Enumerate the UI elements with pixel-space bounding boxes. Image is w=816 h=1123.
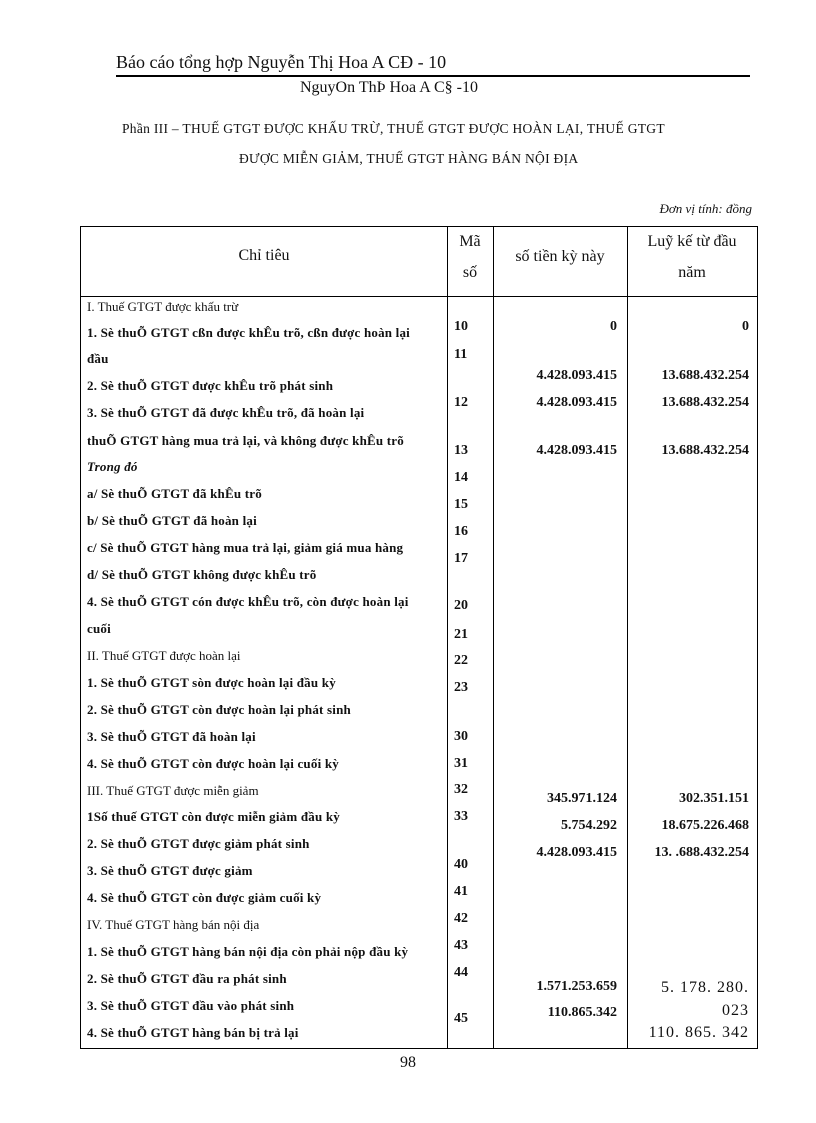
code-cell: 12: [454, 395, 468, 410]
code-cell: 43: [454, 938, 468, 953]
ytd-amount: 18.675.226.468: [661, 818, 749, 833]
indicator-label: 2. Sè thuÕ GTGT được giảm phát sinh: [87, 836, 310, 851]
header-ytd-line2: năm: [678, 264, 706, 281]
code-cell: 20: [454, 598, 468, 613]
ytd-amount: 302.351.151: [679, 791, 749, 806]
code-cell: 44: [454, 965, 468, 980]
code-cell: 13: [454, 443, 468, 458]
code-cell: 11: [454, 347, 468, 362]
tax-table: [80, 226, 758, 1049]
header-indicator: Chỉ tiêu: [238, 247, 290, 264]
indicator-label: 2. Sè thuÕ GTGT được khÊu trõ phát sinh: [87, 378, 334, 393]
indicator-label: a/ Sè thuÕ GTGT đã khÊu trõ: [87, 486, 262, 501]
indicator-label: Trong đó: [87, 459, 138, 474]
header-ytd-line1: Luỹ kế từ đầu: [647, 233, 737, 250]
code-cell: 40: [454, 857, 468, 872]
header-code-line1: Mã: [459, 233, 481, 250]
indicator-label: 3. Sè thuÕ GTGT đầu vào phát sinh: [87, 998, 295, 1013]
header-divider: [81, 296, 757, 297]
section-label: I. Thuế GTGT được khấu trừ: [87, 299, 239, 314]
code-cell: 22: [454, 653, 468, 668]
unit-note: Đơn vị tính: đồng: [659, 201, 752, 216]
ytd-amount: 13.688.432.254: [661, 395, 749, 410]
header-code-line2: số: [462, 264, 478, 281]
indicator-label: thuÕ GTGT hàng mua trả lại, và không được khÊu trõ: [87, 433, 404, 448]
current-amount: 1.571.253.659: [536, 979, 617, 994]
ytd-amount: 023: [722, 1002, 749, 1019]
document-subheader: NguyOn ThÞ Hoa A C§ -10: [300, 79, 478, 96]
code-cell: 31: [454, 756, 468, 771]
indicator-label: 3. Sè thuÕ GTGT đã được khÊu trõ, đã hoàn lại: [87, 405, 365, 420]
indicator-label: 1. Sè thuÕ GTGT sòn được hoàn lại đầu kỳ: [87, 675, 336, 690]
ytd-amount: 13.688.432.254: [661, 443, 749, 458]
code-cell: 16: [454, 524, 468, 539]
column-divider: [493, 227, 494, 1048]
ytd-amount: 13. .688.432.254: [654, 845, 749, 860]
current-amount: 345.971.124: [547, 791, 617, 806]
code-cell: 14: [454, 470, 468, 485]
indicator-label: 3. Sè thuÕ GTGT được giảm: [87, 863, 253, 878]
indicator-label: 2. Sè thuÕ GTGT đầu ra phát sinh: [87, 971, 287, 986]
code-cell: 32: [454, 782, 468, 797]
code-cell: 23: [454, 680, 468, 695]
current-amount: 0: [610, 319, 617, 334]
code-cell: 21: [454, 627, 468, 642]
code-cell: 17: [454, 551, 468, 566]
code-cell: 41: [454, 884, 468, 899]
current-amount: 4.428.093.415: [536, 845, 617, 860]
current-amount: 4.428.093.415: [536, 368, 617, 383]
ytd-amount: 0: [742, 319, 749, 334]
indicator-label: d/ Sè thuÕ GTGT không được khÊu trõ: [87, 567, 317, 582]
column-divider: [627, 227, 628, 1048]
code-cell: 15: [454, 497, 468, 512]
current-amount: 4.428.093.415: [536, 395, 617, 410]
indicator-label: 1Số thuế GTGT còn được miễn giảm đầu kỳ: [87, 809, 340, 824]
code-cell: 30: [454, 729, 468, 744]
indicator-label: 4. Sè thuÕ GTGT cón được khÊu trõ, còn được hoàn lại: [87, 594, 409, 609]
current-amount: 110.865.342: [547, 1005, 617, 1020]
code-cell: 10: [454, 319, 468, 334]
section-title-line-1: Phần III – THUẾ GTGT ĐƯỢC KHẤU TRỪ, THUẾ GTGT ĐƯỢC HOÀN LẠI, THUẾ GTGT: [122, 121, 665, 136]
indicator-label: b/ Sè thuÕ GTGT đã hoàn lại: [87, 513, 257, 528]
current-amount: 5.754.292: [561, 818, 617, 833]
code-cell: 33: [454, 809, 468, 824]
indicator-label: 2. Sè thuÕ GTGT còn được hoàn lại phát sinh: [87, 702, 351, 717]
section-label: IV. Thuế GTGT hàng bán nội địa: [87, 917, 260, 932]
section-title-line-2: ĐƯỢC MIỄN GIẢM, THUẾ GTGT HÀNG BÁN NỘI ĐỊA: [239, 151, 579, 166]
indicator-label: 3. Sè thuÕ GTGT đã hoàn lại: [87, 729, 256, 744]
ytd-amount: 110. 865. 342: [648, 1024, 749, 1041]
code-cell: 45: [454, 1011, 468, 1026]
column-divider: [447, 227, 448, 1048]
document-header: Báo cáo tổng hợp Nguyễn Thị Hoa A CĐ - 10: [116, 52, 447, 72]
indicator-label: c/ Sè thuÕ GTGT hàng mua trả lại, giảm giá mua hàng: [87, 540, 404, 555]
ytd-amount: 13.688.432.254: [661, 368, 749, 383]
indicator-label: 1. Sè thuÕ GTGT hàng bán nội địa còn phải nộp đầu kỳ: [87, 944, 409, 959]
section-label: III. Thuế GTGT được miễn giảm: [87, 783, 259, 798]
indicator-label: 4. Sè thuÕ GTGT còn được giảm cuối kỳ: [87, 890, 322, 905]
indicator-label: 4. Sè thuÕ GTGT hàng bán bị trả lại: [87, 1025, 299, 1040]
header-current-period: số tiền kỳ này: [515, 248, 605, 265]
indicator-label: 1. Sè thuÕ GTGT cßn được khÊu trõ, cßn được hoàn lại: [87, 325, 410, 340]
section-label: II. Thuế GTGT được hoàn lại: [87, 648, 241, 663]
indicator-label: đầu: [87, 351, 109, 366]
indicator-label: 4. Sè thuÕ GTGT còn được hoàn lại cuối kỳ: [87, 756, 339, 771]
ytd-amount: 5. 178. 280.: [661, 979, 749, 996]
current-amount: 4.428.093.415: [536, 443, 617, 458]
header-rule: [116, 75, 750, 77]
page-number: 98: [400, 1054, 416, 1071]
indicator-label: cuối: [87, 621, 111, 636]
code-cell: 42: [454, 911, 468, 926]
